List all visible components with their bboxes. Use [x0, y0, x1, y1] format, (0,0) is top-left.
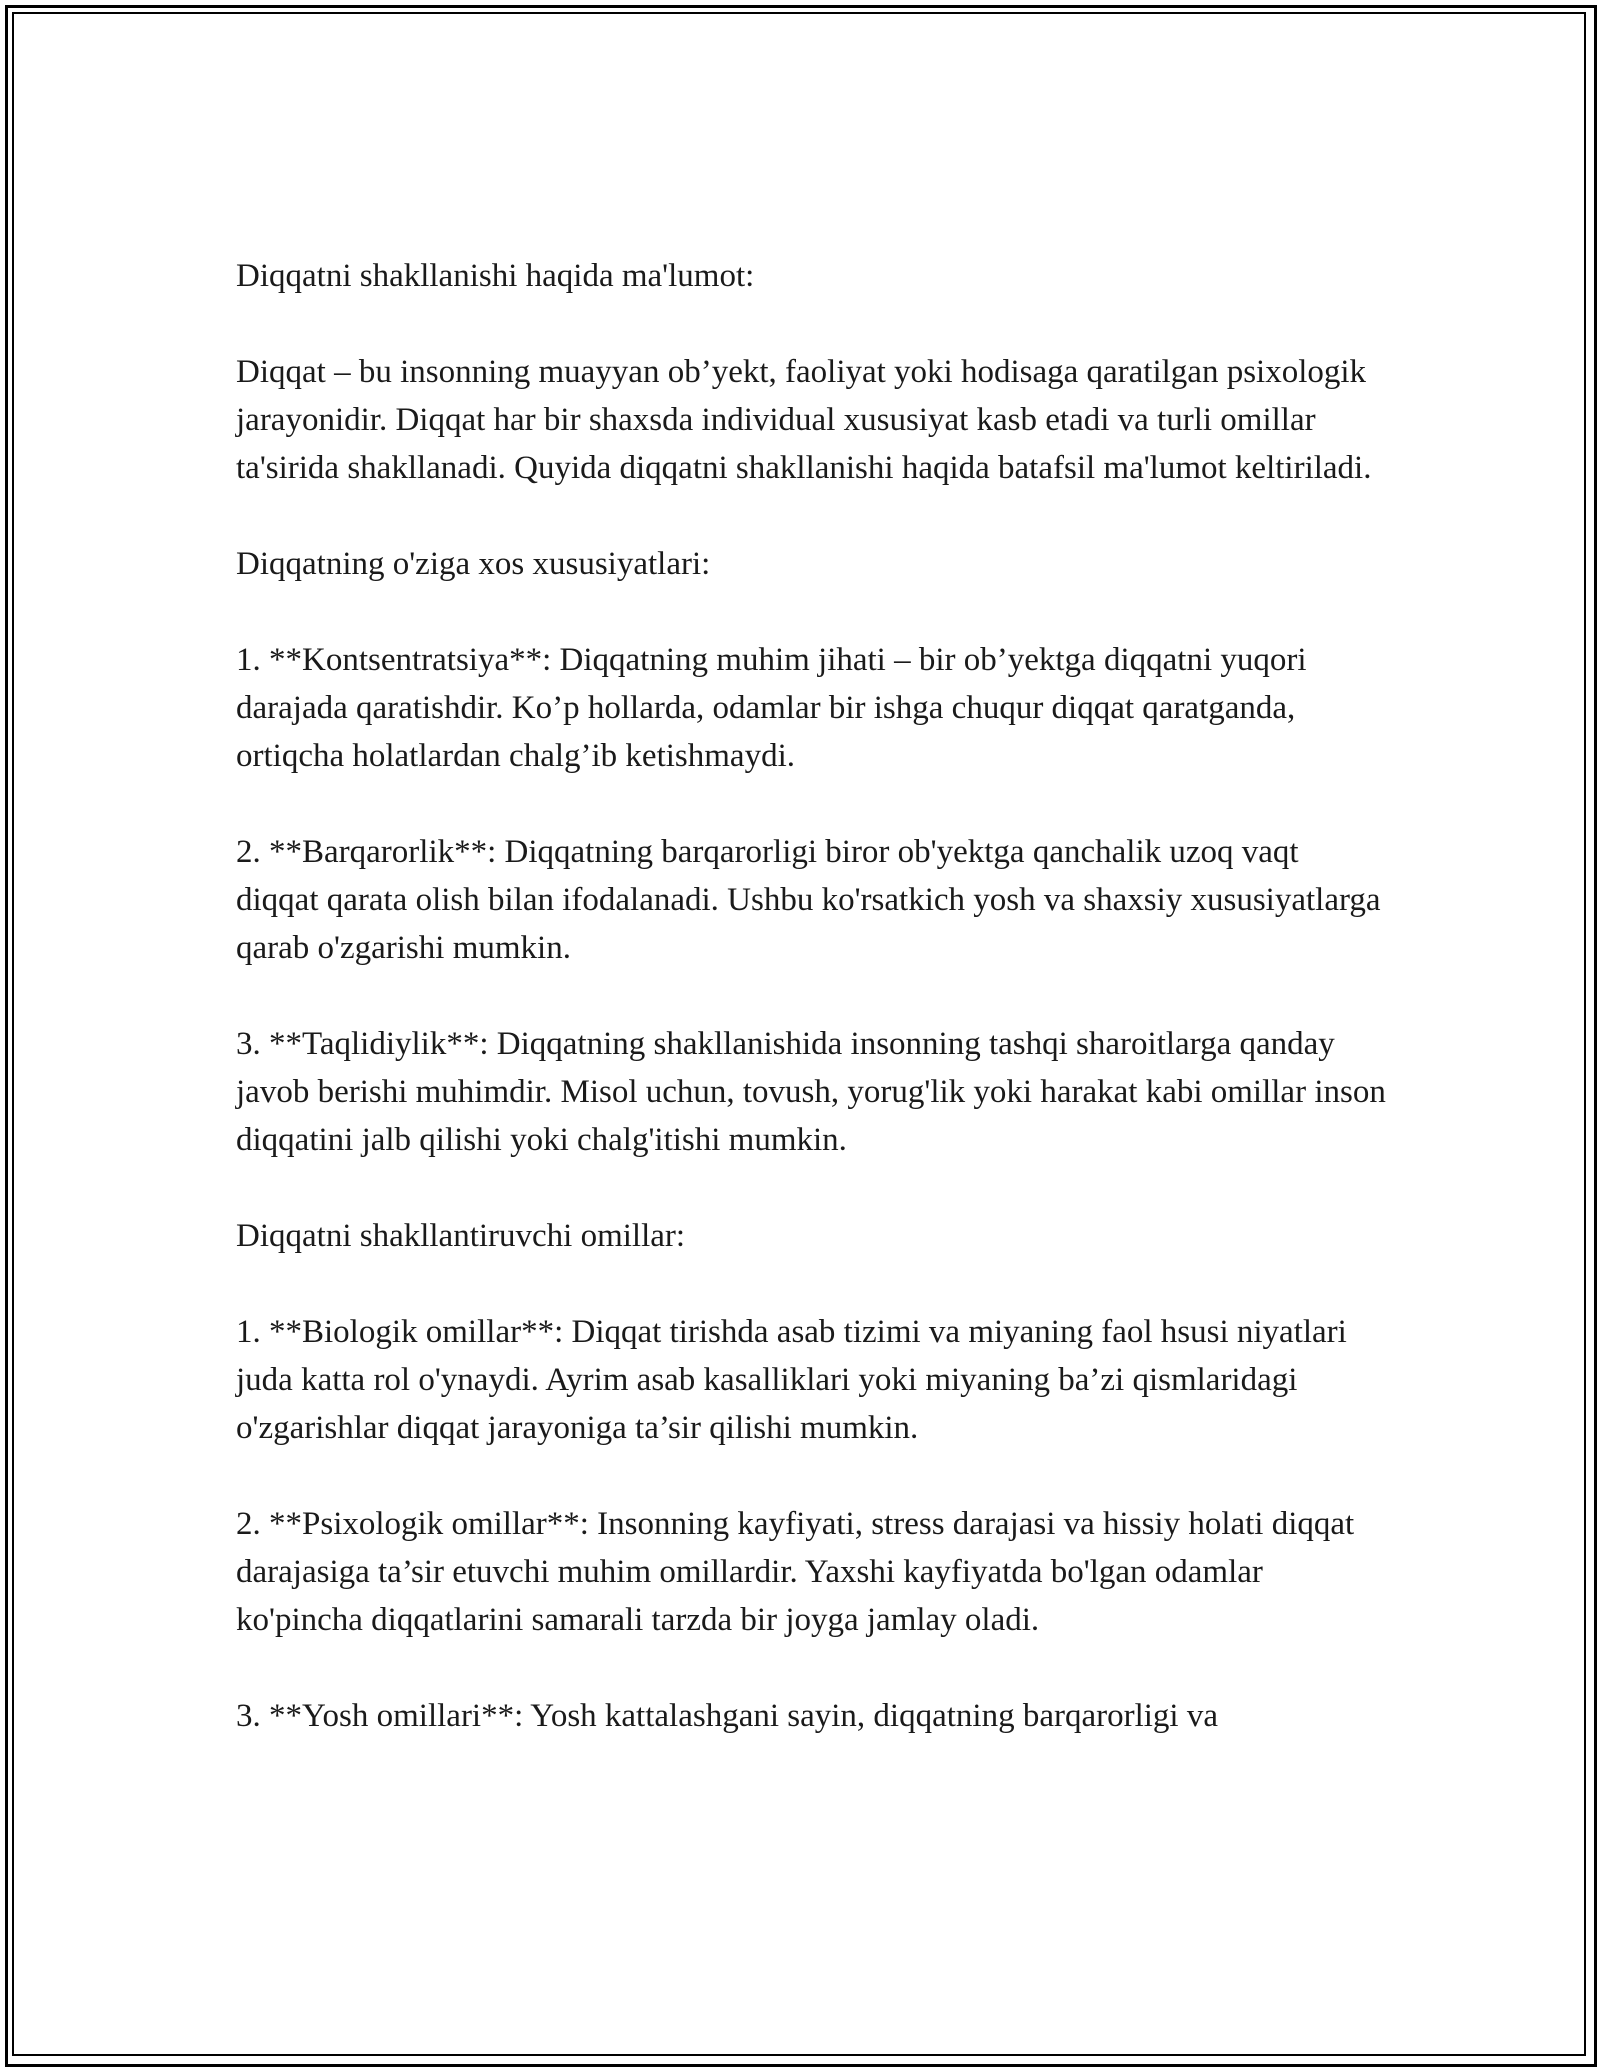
list-item: 3. **Yosh omillari**: Yosh kattalashgani sayin, diqqatning barqarorligi va — [236, 1698, 1218, 1734]
section-title-features: Diqqatning o'ziga xos xususiyatlari: — [236, 546, 711, 582]
document-body — [236, 252, 1386, 1740]
list-item: 2. **Psixologik omillar**: Insonning kayfiyati, stress darajasi va hissiy holati diqqat darajasiga ta’sir etuvchi muhim omillardir. Yaxshi kayfiyatda bo'lgan odamlar ko'pincha diqqatlarini samarali tarzda bir joyga jamlay oladi. — [236, 1506, 1355, 1638]
document-heading: Diqqatni shakllanishi haqida ma'lumot: — [236, 258, 755, 294]
list-item: 3. **Taqlidiylik**: Diqqatning shakllanishida insonning tashqi sharoitlarga qanday javob berishi muhimdir. Misol uchun, tovush, yorug'lik yoki harakat kabi omillar inson diqqatini jalb qilishi yoki chalg'itishi mumkin. — [236, 1026, 1386, 1158]
list-item: 1. **Biologik omillar**: Diqqat tirishda asab tizimi va miyaning faol hsusi niyatlari juda katta rol o'ynaydi. Ayrim asab kasalliklari yoki miyaning ba’zi qismlaridagi o'zgarishlar diqqat jarayoniga ta’sir qilishi mumkin. — [236, 1314, 1347, 1446]
list-item: 2. **Barqarorlik**: Diqqatning barqarorligi biror ob'yektga qanchalik uzoq vaqt diqqat qarata olish bilan ifodalanadi. Ushbu ko'rsatkich yosh va shaxsiy xususiyatlarga qarab o'zgarishi mumkin. — [236, 834, 1381, 966]
section-title-factors: Diqqatni shakllantiruvchi omillar: — [236, 1218, 686, 1254]
list-item: 1. **Kontsentratsiya**: Diqqatning muhim jihati – bir ob’yektga diqqatni yuqori darajada qaratishdir. Ko’p hollarda, odamlar bir ishga chuqur diqqat qaratganda, ortiqcha holatlardan chalg’ib ketishmaydi. — [236, 642, 1307, 774]
intro-paragraph: Diqqat – bu insonning muayyan ob’yekt, faoliyat yoki hodisaga qaratilgan psixologik jarayonidir. Diqqat har bir shaxsda individual xususiyat kasb etadi va turli omillar ta'sirida shakllanadi. Quyida diqqatni shakllanishi haqida batafsil ma'lumot keltiriladi. — [236, 354, 1372, 486]
